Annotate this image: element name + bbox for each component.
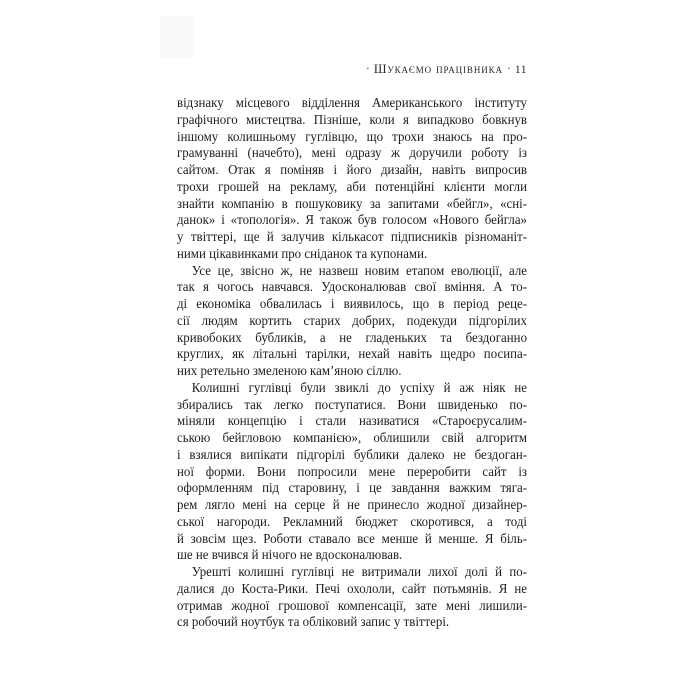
page-number: 11 xyxy=(514,64,527,76)
header-separator-right: · xyxy=(506,61,511,75)
text-line: графічного мистецтва. Пізніше, коли я випадково бовкнув xyxy=(177,112,528,128)
text-line: сії людям кортить старих добрих, подекуди підгорілих xyxy=(177,313,528,329)
scan-artifact xyxy=(160,16,194,58)
text-line: них ретельно змеленою кам’яною сіллю. xyxy=(177,364,402,379)
text-line: збирались так легко поступатися. Вони швиденько по- xyxy=(177,397,528,413)
text-line: іншому колишньому гуглівцю, що трохи знаюсь на про- xyxy=(177,129,528,145)
running-title: Шукаємо працівника xyxy=(373,62,503,76)
text-line: круглих, як літальні тарілки, нехай навіть щедро посипа- xyxy=(177,347,528,363)
text-line: відзнаку місцевого відділення Американського інституту xyxy=(177,96,528,111)
text-line: Колишні гуглівці були звиклі до успіху й аж ніяк не xyxy=(191,380,528,396)
text-line: кривобоких бубликів, а не гладеньких та бездоганно xyxy=(177,330,528,346)
text-line: данок» і «топологія». Я також був голосом «Нового бейгла» xyxy=(177,213,528,229)
text-line: ної форми. Вони попросили мене переробити сайт із xyxy=(177,464,528,480)
text-line: оформленням під старовину, і це завдання важким тяга- xyxy=(177,481,528,497)
text-line: рем лягло мені на серце й не принесло жодної дизайнер- xyxy=(177,498,528,513)
text-line: й зовсім щез. Роботи ставало все менше й менше. Я біль- xyxy=(177,531,528,547)
text-line: ше не вчився й нічого не вдосконалював. xyxy=(177,548,403,564)
text-line: трохи грошей на рекламу, аби потенційні клієнти могли xyxy=(177,179,528,195)
paragraph xyxy=(177,381,527,565)
text-line: Усе це, звісно ж, не назвеш новим етапом еволюції, але xyxy=(191,263,528,279)
page-text xyxy=(177,96,527,632)
text-line: сайтом. Отак я поміняв і його дизайн, навіть випросив xyxy=(177,163,528,178)
text-line: ді економіка обвалилась і виявилось, що в період реце- xyxy=(177,297,528,312)
text-line: міняли концепцію і стали називатися «Староєрусалим- xyxy=(177,414,528,430)
text-line: у твіттері, ще й залучив кількасот підписників різноманіт- xyxy=(177,230,528,245)
text-line: так я чогось навчався. Удосконалював свої вміння. А то- xyxy=(177,280,528,296)
text-line: знайти компанію в пошуковику за запитами «бейгл», «сні- xyxy=(177,196,528,212)
paragraph xyxy=(177,96,527,264)
text-line: грамуванні (начебто), мені одразу ж доручили роботу із xyxy=(177,146,528,162)
text-line: далися до Коста-Рики. Печі охололи, сайт потьмянів. Я не xyxy=(177,581,528,597)
running-header xyxy=(177,62,527,75)
text-line: ся робочий ноутбук та обліковий запис у твіттері. xyxy=(177,615,450,631)
text-line: і взялися випікати підгорілі бублики далеко не бездоган- xyxy=(177,447,528,463)
header-separator-left: · xyxy=(365,61,370,75)
text-line: ської нагороди. Рекламний бюджет скоротився, а тоді xyxy=(177,514,528,530)
text-line: ською бейгловою компанією», облишили свій алгоритм xyxy=(177,431,528,446)
text-line: отримав жодної грошової компенсації, зате мені лишили- xyxy=(177,598,528,614)
paragraph xyxy=(177,565,527,632)
text-column xyxy=(177,62,527,632)
paragraph xyxy=(177,264,527,381)
text-line: ними цікавинками про сніданок та купонами. xyxy=(177,246,428,262)
text-line: Урешті колишні гуглівці не витримали лихої долі й по- xyxy=(191,565,528,580)
